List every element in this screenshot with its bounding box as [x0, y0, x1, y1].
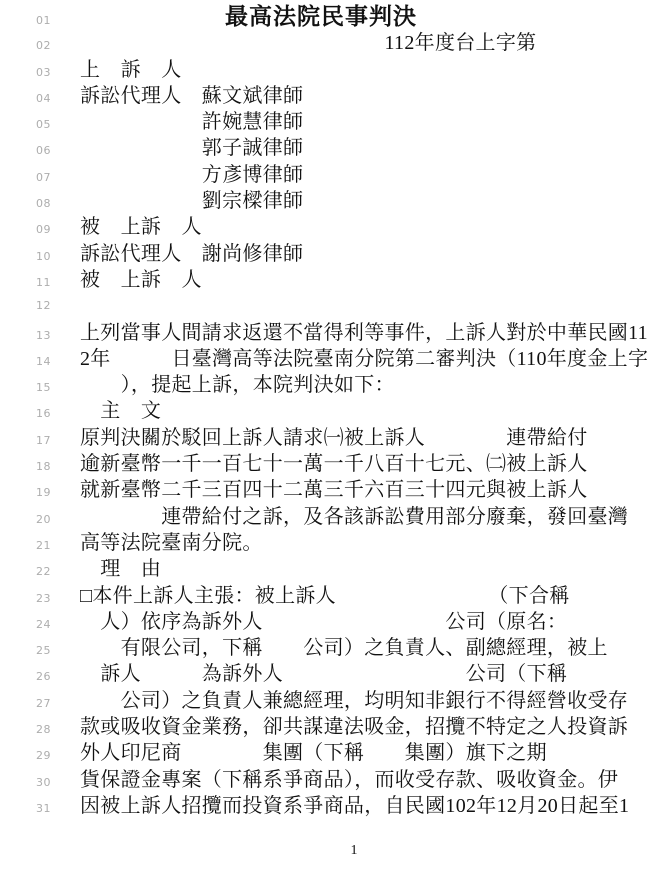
document-line: [0, 214, 664, 240]
line-number: 13: [36, 328, 51, 342]
document-line: [0, 30, 664, 56]
line-text: 逾新臺幣一千一百七十一萬一千八百十七元、㈡被上訴人: [80, 453, 588, 476]
document-line: [0, 583, 664, 609]
line-text: 人）依序為訴外人 公司（原名：: [80, 610, 568, 633]
line-text: 上 訴 人: [80, 58, 182, 81]
line-text: 2年 日臺灣高等法院臺南分院第二審判決（110年度金上字: [80, 347, 649, 370]
line-number: 10: [36, 249, 51, 263]
line-text: 款或吸收資金業務，卻共謀違法吸金，招攬不特定之人投資訴: [80, 716, 629, 739]
document-line: [0, 372, 664, 398]
line-text: 劉宗樑律師: [80, 190, 304, 213]
line-number: 25: [36, 644, 51, 658]
line-text: 主 文: [80, 400, 162, 423]
line-number: 11: [36, 275, 51, 289]
document-line: [0, 135, 664, 161]
line-number: 31: [36, 801, 51, 815]
line-text: 因被上訴人招攬而投資系爭商品，自民國102年12月20日起至1: [80, 794, 630, 817]
line-text: 訴訟代理人 蘇文斌律師: [80, 84, 304, 107]
line-number: 30: [36, 775, 51, 789]
line-number: 07: [36, 170, 51, 184]
document-line: [0, 530, 664, 556]
page-title: 最高法院民事判決: [225, 4, 417, 29]
line-text: 112年度台上字第: [80, 32, 537, 55]
document-line: [0, 609, 664, 635]
line-number: 09: [36, 223, 51, 237]
document-line: [0, 740, 664, 766]
line-text: 許婉慧律師: [80, 111, 304, 134]
line-text: 被 上訴 人: [80, 268, 202, 291]
line-number: 22: [36, 565, 51, 579]
line-number: 27: [36, 696, 51, 710]
line-text: 上列當事人間請求返還不當得利等事件，上訴人對於中華民國11: [80, 321, 648, 344]
document-line: [0, 188, 664, 214]
document-line: [0, 451, 664, 477]
line-number: 20: [36, 512, 51, 526]
line-number: 08: [36, 197, 51, 211]
line-text: □本件上訴人主張：被上訴人 （下合稱: [80, 584, 570, 607]
line-text: ），提起上訴，本院判決如下：: [80, 374, 395, 397]
document-line: [0, 767, 664, 793]
document-line: [0, 398, 664, 424]
line-number: 01: [36, 14, 51, 27]
document-title-line: [0, 4, 664, 30]
document-line: [0, 83, 664, 109]
line-number: 12: [36, 299, 51, 313]
document-line: [0, 477, 664, 503]
document-line: [0, 109, 664, 135]
document-line: [0, 267, 664, 293]
line-number: 18: [36, 460, 51, 474]
line-text: 被 上訴 人: [80, 216, 202, 239]
line-number: 17: [36, 433, 51, 447]
line-number: 05: [36, 118, 51, 132]
document-line: [0, 320, 664, 346]
line-number: 28: [36, 723, 51, 737]
document-line: [0, 661, 664, 687]
document-line: [0, 688, 664, 714]
document-line: [0, 714, 664, 740]
document-line: [0, 293, 664, 319]
line-text: 公司）之負責人兼總經理，均明知非銀行不得經營收受存: [80, 689, 629, 712]
document-line: [0, 504, 664, 530]
line-number: 06: [36, 144, 51, 158]
line-number: 21: [36, 538, 51, 552]
line-number: 02: [36, 39, 51, 53]
document-body: [0, 4, 664, 819]
line-number: 26: [36, 670, 51, 684]
line-number: 16: [36, 407, 51, 421]
line-number: 23: [36, 591, 51, 605]
line-text: 訴訟代理人 謝尚修律師: [80, 242, 304, 265]
document-line: [0, 57, 664, 83]
line-number: 04: [36, 91, 51, 105]
document-line: [0, 793, 664, 819]
line-text: 理 由: [80, 558, 162, 581]
line-number: 29: [36, 749, 51, 763]
document-line: [0, 556, 664, 582]
line-number: 24: [36, 617, 51, 631]
document-line: [0, 346, 664, 372]
document-line: [0, 162, 664, 188]
line-number: 14: [36, 354, 51, 368]
line-number: 15: [36, 381, 51, 395]
line-text: 外人印尼商 集團（下稱 集團）旗下之期: [80, 742, 547, 765]
line-text: 高等法院臺南分院。: [80, 531, 263, 554]
line-text: 訴人 為訴外人 公司（下稱: [80, 663, 568, 686]
line-number: 03: [36, 65, 51, 79]
line-text: 郭子誠律師: [80, 137, 304, 160]
line-text: 原判決關於駁回上訴人請求㈠被上訴人 連帶給付: [80, 426, 588, 449]
page-number: 1: [350, 843, 358, 858]
line-number: 19: [36, 486, 51, 500]
line-text: 就新臺幣二千三百四十二萬三千六百三十四元與被上訴人: [80, 479, 588, 502]
document-line: [0, 635, 664, 661]
line-text: 連帶給付之訴，及各該訴訟費用部分廢棄，發回臺灣: [80, 505, 629, 528]
line-text: 方彥博律師: [80, 163, 304, 186]
document-line: [0, 425, 664, 451]
line-text: 有限公司，下稱 公司）之負責人、副總經理，被上: [80, 637, 608, 660]
line-text: 貨保證金專案（下稱系爭商品），而收受存款、吸收資金。伊: [80, 768, 619, 791]
document-line: [0, 241, 664, 267]
